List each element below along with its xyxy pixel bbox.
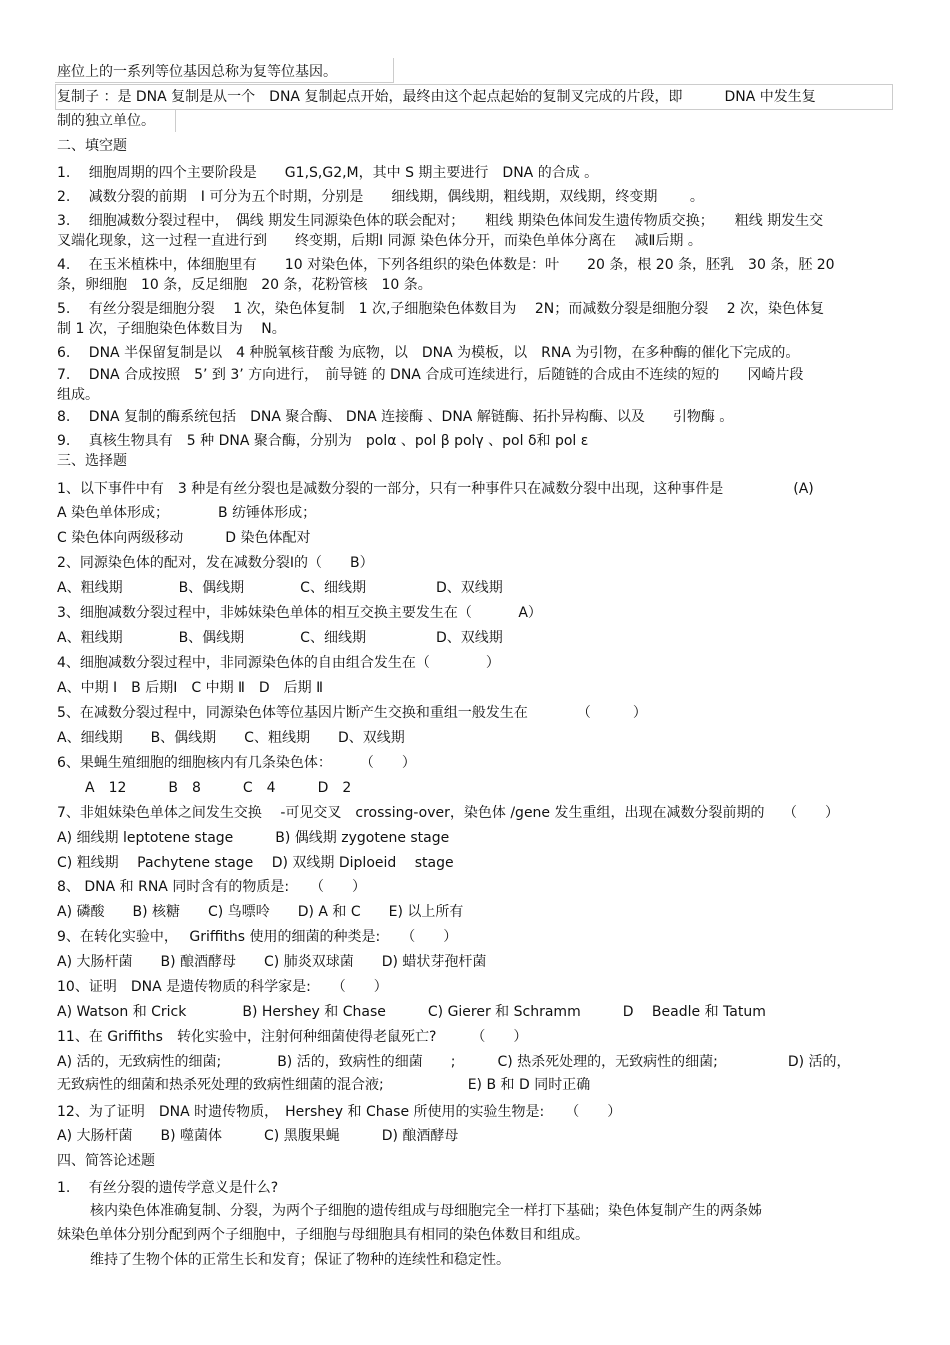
fill-question: 9. 真核生物具有 5 种 DNA 聚合酶，分别为 polα 、pol β polγ 、pol δ和 pol ε bbox=[57, 433, 589, 449]
essay-answer: 维持了生物个体的正常生长和发育；保证了物种的连续性和稳定性。 bbox=[90, 1252, 510, 1268]
choice-options: A 12 B 8 C 4 D 2 bbox=[57, 780, 352, 796]
choice-question: 11、在 Griffiths 转化实验中，注射何种细菌使得老鼠死亡? （ ） bbox=[57, 1029, 528, 1045]
choice-question: 5、在减数分裂过程中，同源染色体等位基因片断产生交换和重组一般发生在 （ ） bbox=[57, 705, 647, 721]
choice-question: 4、细胞减数分裂过程中，非同源染色体的自由组合发生在（ ） bbox=[57, 655, 500, 671]
choice-options: 无致病性的细菌和热杀死处理的致病性细菌的混合液; E) B 和 D 同时正确 bbox=[57, 1077, 591, 1093]
choice-question: 1、以下事件中有 3 种是有丝分裂也是减数分裂的一部分，只有一种事件只在减数分裂中出现，这种事件是 (A) bbox=[57, 481, 814, 497]
choice-question: 9、在转化实验中， Griffiths 使用的细菌的种类是: （ ） bbox=[57, 929, 458, 945]
choice-options: A) 磷酸 B) 核糖 C) 鸟嘌呤 D) A 和 C E) 以上所有 bbox=[57, 904, 464, 920]
choice-options: A) Watson 和 Crick B) Hershey 和 Chase C) Gierer 和 Schramm D Beadle 和 Tatum bbox=[57, 1004, 766, 1020]
definition-text: 制的独立单位。 bbox=[57, 113, 155, 129]
choice-options: A、粗线期 B、偶线期 C、细线期 D、双线期 bbox=[57, 630, 503, 646]
fill-question: 5. 有丝分裂是细胞分裂 1 次，染色体复制 1 次,子细胞染色体数目为 2N；而减数分裂是细胞分裂 2 次，染色体复 bbox=[57, 301, 825, 317]
section-heading: 四、简答论述题 bbox=[57, 1153, 155, 1169]
choice-options: A 染色单体形成； B 纺锤体形成； bbox=[57, 505, 317, 521]
essay-answer: 核内染色体准确复制、分裂，为两个子细胞的遗传组成与母细胞完全一样打下基础；染色体复制产生的两条姊 bbox=[90, 1203, 762, 1219]
fill-question: 制 1 次，子细胞染色体数目为 N。 bbox=[57, 321, 286, 337]
fill-question: 组成。 bbox=[57, 387, 99, 403]
choice-question: 2、同源染色体的配对，发在减数分裂Ⅰ的（ B） bbox=[57, 555, 374, 571]
definition-text: 座位上的一系列等位基因总称为复等位基因。 bbox=[57, 64, 337, 80]
section-heading: 三、选择题 bbox=[57, 453, 127, 469]
choice-question: 8、 DNA 和 RNA 同时含有的物质是: （ ） bbox=[57, 879, 367, 895]
fill-question: 6. DNA 半保留复制是以 4 种脱氧核苷酸 为底物，以 DNA 为模板，以 RNA 为引物，在多种酶的催化下完成的。 bbox=[57, 345, 800, 361]
fill-question: 2. 减数分裂的前期 I 可分为五个时期，分别是 细线期，偶线期，粗线期，双线期，终变期 。 bbox=[57, 189, 704, 205]
choice-options: C) 粗线期 Pachytene stage D) 双线期 Diploeid stage bbox=[57, 855, 454, 871]
choice-question: 6、果蝇生殖细胞的细胞核内有几条染色体： （ ） bbox=[57, 755, 416, 771]
fill-question: 3. 细胞减数分裂过程中， 偶线 期发生同源染色体的联会配对； 粗线 期染色体间发生遗传物质交换； 粗线 期发生交 bbox=[57, 213, 824, 229]
fill-question: 叉端化现象，这一过程一直进行到 终变期，后期Ⅰ 同源 染色体分开，而染色单体分离在 减Ⅱ后期 。 bbox=[57, 233, 702, 249]
choice-question: 12、为了证明 DNA 时遗传物质， Hershey 和 Chase 所使用的实验生物是: （ ） bbox=[57, 1104, 622, 1120]
choice-options: C 染色体向两级移动 D 染色体配对 bbox=[57, 530, 311, 546]
choice-options: A、粗线期 B、偶线期 C、细线期 D、双线期 bbox=[57, 580, 503, 596]
choice-options: A) 大肠杆菌 B) 酿酒酵母 C) 肺炎双球菌 D) 蜡状芽孢杆菌 bbox=[57, 954, 487, 970]
essay-question: 1. 有丝分裂的遗传学意义是什么? bbox=[57, 1180, 279, 1196]
fill-question: 4. 在玉米植株中，体细胞里有 10 对染色体，下列各组织的染色体数是：叶 20 条，根 20 条，胚乳 30 条，胚 20 bbox=[57, 257, 835, 273]
choice-options: A) 大肠杆菌 B) 噬菌体 C) 黑腹果蝇 D) 酿酒酵母 bbox=[57, 1128, 459, 1144]
fill-question: 1. 细胞周期的四个主要阶段是 G1,S,G2,M，其中 S 期主要进行 DNA 的合成 。 bbox=[57, 165, 599, 181]
choice-options: A、细线期 B、偶线期 C、粗线期 D、双线期 bbox=[57, 730, 405, 746]
fill-question: 8. DNA 复制的酶系统包括 DNA 聚合酶、 DNA 连接酶 、DNA 解链酶、拓扑异构酶、以及 引物酶 。 bbox=[57, 409, 734, 425]
choice-question: 10、证明 DNA 是遗传物质的科学家是: （ ） bbox=[57, 979, 388, 995]
choice-question: 7、非姐妹染色单体之间发生交换 -可见交叉 crossing-over，染色体 /gene 发生重组，出现在减数分裂前期的 （ ） bbox=[57, 805, 839, 821]
essay-answer: 妹染色单体分别分配到两个子细胞中，子细胞与母细胞具有相同的染色体数目和组成。 bbox=[57, 1227, 589, 1243]
choice-options: A) 活的，无致病性的细菌; B) 活的，致病性的细菌 ; C) 热杀死处理的，无致病性的细菌; D) 活的， bbox=[57, 1054, 851, 1070]
definition-text: 复制子 ：是 DNA 复制是从一个 DNA 复制起点开始，最终由这个起点起始的复制叉完成的片段，即 DNA 中发生复 bbox=[57, 89, 816, 105]
choice-question: 3、细胞减数分裂过程中，非姊妹染色单体的相互交换主要发生在（ A） bbox=[57, 605, 542, 621]
choice-options: A) 细线期 leptotene stage B) 偶线期 zygotene stage bbox=[57, 830, 450, 846]
section-heading: 二、填空题 bbox=[57, 138, 127, 154]
fill-question: 条，卵细胞 10 条，反足细胞 20 条，花粉管核 10 条。 bbox=[57, 277, 432, 293]
choice-options: A、中期 Ⅰ B 后期Ⅰ C 中期 Ⅱ D 后期 Ⅱ bbox=[57, 680, 324, 696]
fill-question: 7. DNA 合成按照 5’ 到 3’ 方向进行， 前导链 的 DNA 合成可连续进行，后随链的合成由不连续的短的 冈崎片段 bbox=[57, 367, 804, 383]
